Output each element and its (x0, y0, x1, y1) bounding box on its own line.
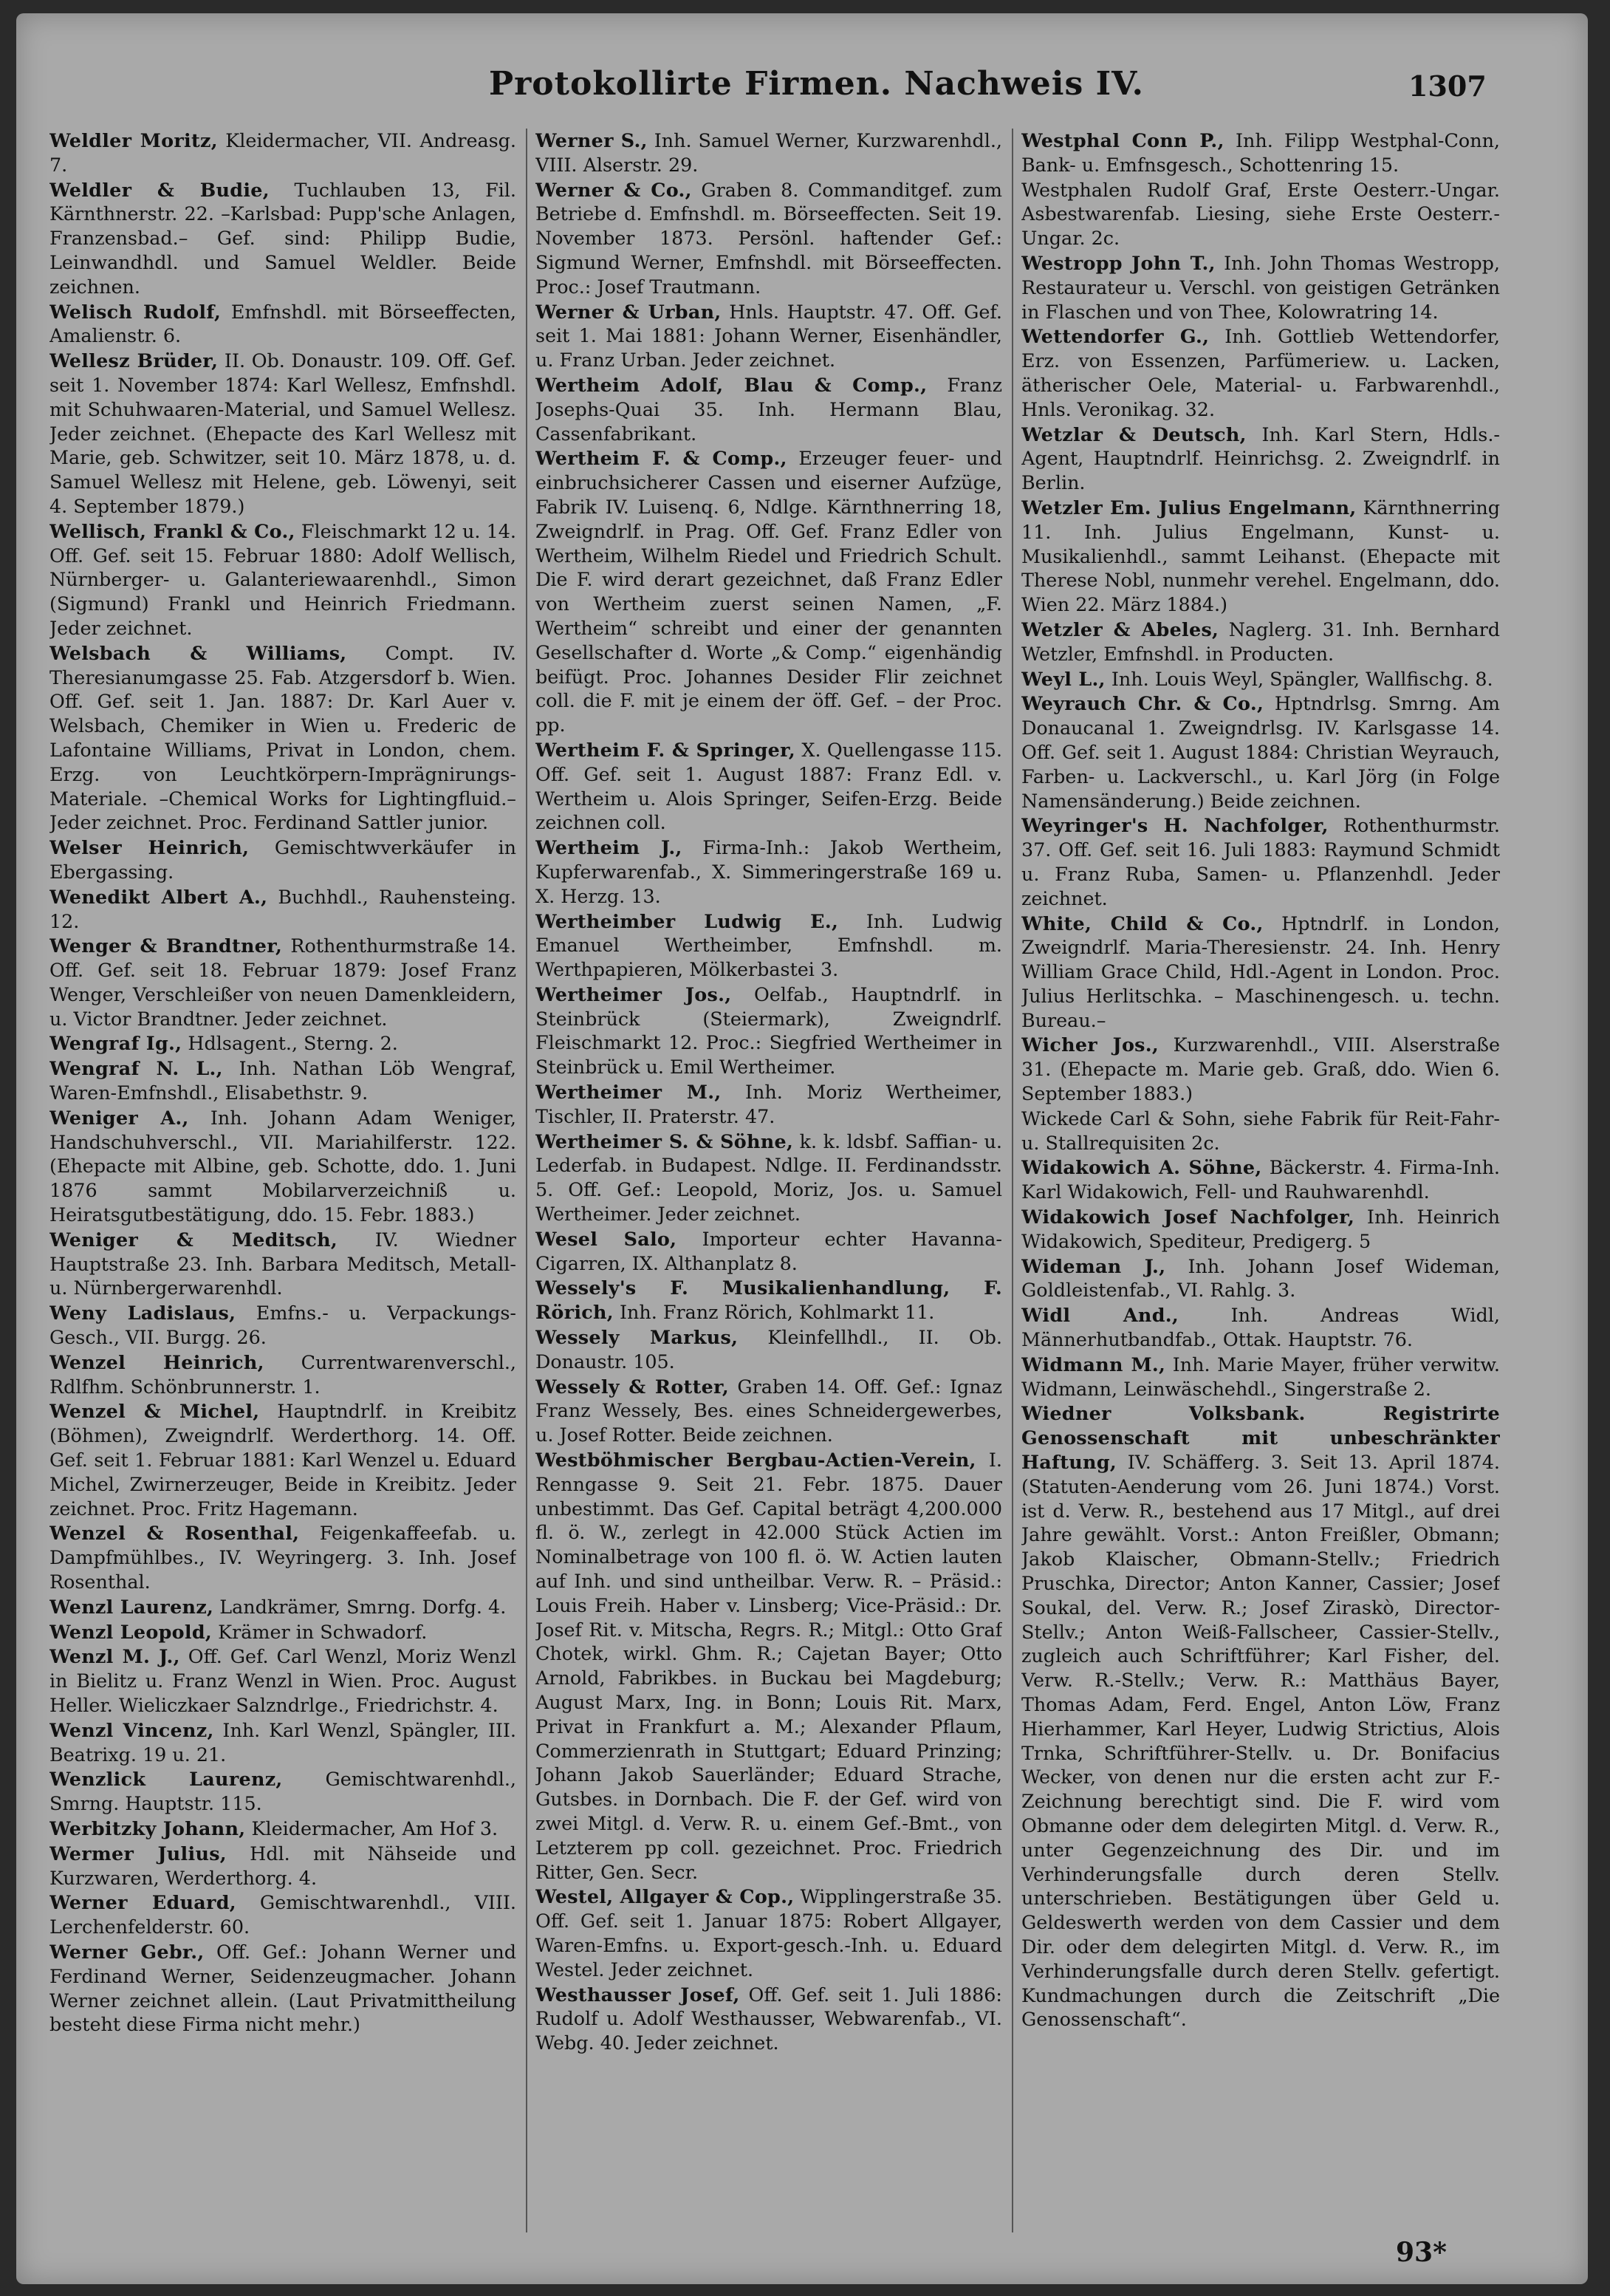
entry-details: Feigenkaffeefab. u. Dampfmühlbes., IV. Weyringerg. 3. Inh. Josef Rosenthal. (49, 1522, 516, 1593)
directory-entry (535, 1130, 1002, 1226)
firm-name: Wenzel Heinrich, (49, 1350, 264, 1373)
firm-name: Wertheim F. & Comp., (535, 447, 787, 470)
firm-name: Wideman J., (1021, 1254, 1166, 1277)
firm-name: Wicher Jos., (1021, 1033, 1159, 1056)
entry-details: Inh. Andreas Widl, Männerhutbandfab., Ottak. Hauptstr. 76. (1021, 1304, 1500, 1351)
directory-entry (535, 373, 1002, 445)
directory-entry (49, 885, 516, 934)
entry-details: Inh. Samuel Werner, Kurzwarenhdl., VIII. Alserstr. 29. (535, 129, 1002, 176)
directory-entry (535, 1375, 1002, 1447)
firm-name: Wenzel & Michel, (49, 1400, 260, 1423)
entry-details: IV. Wiedner Hauptstraße 23. Inh. Barbara Meditsch, Metall- u. Nürnbergerwarenhdl. (49, 1228, 516, 1299)
entry-details: Inh. Ludwig Emanuel Wertheimber, Emfnshdl. m. Werthpapieren, Mölkerbastei 3. (535, 909, 1002, 981)
entry-details: Kärnthnerring 11. Inh. Julius Engelmann, Kunst- u. Musikalienhdl., sammt Leihanst. (Ehepacte mit Therese Nobl, nunmehr verehel. Engelmann, ddo. Wien 22. März 1884.) (1021, 496, 1500, 616)
firm-name: Wenzl Laurenz, (49, 1595, 214, 1618)
firm-name: Wertheimer M., (535, 1081, 722, 1104)
directory-entry (49, 1228, 516, 1300)
directory-entry (535, 983, 1002, 1079)
firm-name: Werner Gebr., (49, 1940, 205, 1963)
entry-details: Hptndrlsg. Smrng. Am Donaucanal 1. Zweigndrlsg. IV. Karlsgasse 14. Off. Gef. seit 1. August 1884: Christian Weyrauch, Farben- u. Lackverschl., u. Karl Jörg (in Folge Namensänderung.) Beide zeichnen. (1021, 692, 1500, 812)
firm-name: Wenzl Vincenz, (49, 1718, 214, 1741)
entry-details: Inh. Karl Wenzl, Spängler, III. Beatrixg. 19 u. 21. (49, 1718, 516, 1766)
firm-name: Weyringer's H. Nachfolger, (1021, 814, 1329, 837)
firm-name: Weniger A., (49, 1106, 189, 1129)
firm-name: Westhausser Josef, (535, 1983, 740, 2006)
entry-details: Naglerg. 31. Inh. Bernhard Wetzler, Emfnshdl. in Producten. (1021, 618, 1500, 665)
column-rule (526, 129, 527, 2232)
entry-details: Hdlsagent., Sterng. 2. (182, 1032, 398, 1055)
directory-entry (49, 1595, 516, 1619)
directory-entry (49, 129, 516, 177)
entry-details: Kurzwarenhdl., VIII. Alserstraße 31. (Ehepacte m. Marie geb. Graß, ddo. Wien 6. September 1883.) (1021, 1033, 1500, 1105)
firm-name: Welisch Rudolf, (49, 300, 222, 323)
entry-details: Kleinfellhdl., II. Ob. Donaustr. 105. (535, 1326, 1002, 1373)
firm-name: Wenzel & Rosenthal, (49, 1522, 300, 1545)
firm-name: Weyl L., (1021, 667, 1106, 690)
column-2 (535, 129, 1002, 2232)
directory-entry (1021, 813, 1500, 910)
firm-name: Wesel Salo, (535, 1227, 677, 1250)
firm-name: Wessely & Rotter, (535, 1375, 730, 1398)
directory-entry (1021, 618, 1500, 666)
firm-name: Westel, Allgayer & Cop., (535, 1885, 795, 1908)
entry-details: Hptndrlf. in London, Zweigndrlf. Maria-Theresienstr. 24. Inh. Henry William Grace Child, Hdl.-Agent in London. Proc. Julius Herlitschka. – Maschinengesch. u. techn. Bureau.– (1021, 912, 1500, 1031)
directory-entry (49, 641, 516, 835)
directory-entry (49, 1890, 516, 1939)
directory-entry (49, 1767, 516, 1816)
firm-name: Wessely's F. Musikalienhandlung, F. Rörich, (535, 1277, 1002, 1324)
entry-details: Wipplingerstraße 35. Off. Gef. seit 1. Januar 1875: Robert Allgayer, Waren-Emfns. u. Export-gesch.-Inh. u. Eduard Westel. Jeder zeichnet. (535, 1885, 1002, 1981)
firm-name: Widakowich Josef Nachfolger, (1021, 1206, 1355, 1229)
entry-details: Inh. Franz Rörich, Kohlmarkt 11. (613, 1301, 935, 1324)
firm-name: Wenger & Brandtner, (49, 935, 283, 957)
entry-details: Inh. Nathan Löb Wengraf, Waren-Emfnshdl., Elisabethstr. 9. (49, 1057, 516, 1104)
entry-details: Kleidermacher, VII. Andreasg. 7. (49, 129, 516, 176)
directory-entry (1021, 1033, 1500, 1105)
firm-name: Wenzlick Laurenz, (49, 1768, 283, 1791)
directory-entry (49, 1301, 516, 1350)
entry-details: Hnls. Hauptstr. 47. Off. Gef. seit 1. Mai 1881: Johann Werner, Eisenhändler, u. Franz Urban. Jeder zeichnet. (535, 300, 1002, 372)
entry-details: Hauptndrlf. in Kreibitz (Böhmen), Zweigndrlf. Werderthorg. 14. Off. Gef. seit 1. Februar 1881: Karl Wenzel u. Eduard Michel, Zwirnerzeuger, Beide in Kreibitz. Jeder zeichnet. Proc. Fritz Hagemann. (49, 1400, 516, 1520)
entry-details: Inh. Marie Mayer, früher verwitw. Widmann, Leinwäschehdl., Singerstraße 2. (1021, 1353, 1500, 1400)
directory-entry (1021, 178, 1500, 250)
directory-entry (535, 1885, 1002, 1981)
directory-entry (535, 1276, 1002, 1325)
directory-entry (535, 446, 1002, 737)
entry-details: Firma-Inh.: Jakob Wertheim, Kupferwarenfab., X. Simmeringerstraße 169 u. X. Herzg. 13. (535, 836, 1002, 907)
firm-name: Weldler & Budie, (49, 178, 270, 201)
firm-name: Wertheim Adolf, Blau & Comp., (535, 373, 928, 396)
directory-entry (535, 300, 1002, 372)
firm-name: Werner Eduard, (49, 1891, 236, 1914)
firm-name: Westphal Conn P., (1021, 129, 1224, 151)
directory-entry (535, 1080, 1002, 1129)
entry-details: IV. Schäfferg. 3. Seit 13. April 1874. (Statuten-Aenderung vom 26. Juni 1874.) Vorst. ist d. Verw. R., bestehend aus 17 Mitgl., auf drei Jahre gewählt. Vorst.: Anton Freißler, Obmann; Jakob Klaischer, Obmann-Stellv.; Friedrich Pruschka, Director; Anton Kanner, Cassier; Josef Soukal, del. Verw. R.; Josef Ziraskò, Director-Stellv.; Anton Weiß-Fallscheer, Cassier-Stellv., zugleich auch Schriftführer; Karl Fisher, del. Verw. R.-Stellv.; Verw. R.: Matthäus Bayer, Thomas Adam, Ferd. Engel, Anton Löw, Franz Hierhammer, Karl Heyer, Ludwig Strictius, Alois Trnka, Schriftführer-Stellv. u. Dr. Bonifacius Wecker, von denen nur die ersten acht zur F.-Zeichnung berechtigt sind. Die F. wird vom Obmanne oder dem delegirten Mitgl. d. Verw. R., unter Gegenzeichnung des Dir. und im Verhinderungsfalle durch deren Stellv. unterschrieben. Bestätigungen über Geld u. Geldeswerth werden von dem Cassier und dem Dir. oder dem delegirten Mitgl. d. Verw. R., im Verhinderungsfalle durch deren Stellv. gefertigt. Kundmachungen durch die Zeitschrift „Die Genossenschaft“. (1021, 1451, 1500, 2031)
firm-name: Werner & Co., (535, 178, 692, 201)
entry-details: Inh. Heinrich Widakowich, Spediteur, Predigerg. 5 (1021, 1206, 1500, 1252)
directory-entry (49, 1842, 516, 1890)
firm-name: Westropp John T., (1021, 251, 1216, 274)
entry-details: k. k. ldsbf. Saffian- u. Lederfab. in Budapest. Ndlge. II. Ferdinandsstr. 5. Off. Gef.: Leopold, Moriz, Jos. u. Samuel Wertheimer. Jeder zeichnet. (535, 1130, 1002, 1226)
directory-entry (49, 1106, 516, 1227)
firm-name: Wetzler Em. Julius Engelmann, (1021, 496, 1357, 519)
entry-details: Off. Gef.: Johann Werner und Ferdinand Werner, Seidenzeugmacher. Johann Werner zeichnet allein. (Laut Privatmittheilung besteht diese Firma nicht mehr.) (49, 1940, 516, 2036)
directory-entry (1021, 1254, 1500, 1303)
directory-entry (535, 178, 1002, 299)
entry-details: Emfns.- u. Verpackungs-Gesch., VII. Burgg. 26. (49, 1302, 516, 1349)
directory-entry (1021, 691, 1500, 813)
entry-details: Kleidermacher, Am Hof 3. (245, 1817, 499, 1839)
directory-entry (1021, 129, 1500, 177)
firm-name: Welsbach & Williams, (49, 641, 347, 664)
directory-entry (49, 1056, 516, 1105)
firm-name: Weldler Moritz, (49, 129, 218, 151)
directory-entry (49, 1644, 516, 1717)
directory-entry (49, 1940, 516, 2037)
entry-details: I. Renngasse 9. Seit 21. Febr. 1875. Dauer unbestimmt. Das Gef. Capital beträgt 4,200.000 fl. ö. W., zerlegt in 42.000 Stück Actien im Nominalbetrage von 100 fl. ö. W. Actien lauten auf Inh. und sind untheilbar. Verw. R. – Präsid.: Louis Freih. Haber v. Linsberg; Vice-Präsid.: Dr. Josef Rit. v. Mitscha, Regrs. R.; Mitgl.: Otto Graf Chotek, wirkl. Ghm. R.; Cajetan Bayer; Otto Arnold, Fabrikbes. in Buckau bei Magdeburg; August Marx, Ing. in Bonn; Louis Rit. Marx, Privat in Frankfurt a. M.; Alexander Pflaum, Commerzienrath in Stuttgart; Eduard Prinzing; Johann Jakob Sauerländer; Eduard Strache, Gutsbes. in Dornbach. Die F. der Gef. wird von zwei Mitgl. d. Verw. R. u. einem Gef.-Bmt., von Letzterem pp coll. gezeichnet. Proc. Friedrich Ritter, Gen. Secr. (535, 1449, 1002, 1883)
directory-entry (1021, 496, 1500, 617)
directory-entry (49, 934, 516, 1031)
entry-details: Off. Gef. seit 1. Juli 1886: Rudolf u. Adolf Westhausser, Webwarenfab., VI. Webg. 40. Jeder zeichnet. (535, 1983, 1002, 2054)
firm-name: Wermer Julius, (49, 1842, 227, 1865)
entry-details: Inh. Filipp Westphal-Conn, Bank- u. Emfnsgesch., Schottenring 15. (1021, 129, 1500, 176)
entry-details: Buchhdl., Rauhensteing. 12. (49, 885, 516, 932)
firm-name: Werbitzky Johann, (49, 1817, 246, 1839)
directory-entry (535, 909, 1002, 982)
firm-name: Wengraf Ig., (49, 1032, 182, 1055)
entry-details: Rothenthurmstraße 14. Off. Gef. seit 18. Februar 1879: Josef Franz Wenger, Verschleißer von neuen Damenkleidern, u. Victor Brandtner. Jeder zeichnet. (49, 935, 516, 1030)
firm-name: Wellesz Brüder, (49, 349, 219, 372)
entry-details: Franz Josephs-Quai 35. Inh. Hermann Blau, Cassenfabrikant. (535, 373, 1002, 445)
directory-entry (49, 1031, 516, 1056)
firm-name: Wenzl M. J., (49, 1645, 180, 1668)
directory-entry (1021, 1303, 1500, 1352)
entry-details: Inh. Johann Josef Wideman, Goldleistenfab., VI. Rahlg. 3. (1021, 1254, 1500, 1302)
directory-entry (49, 1399, 516, 1520)
entry-details: Inh. John Thomas Westropp, Restaurateur u. Verschl. von geistigen Getränken in Flaschen und von Thee, Kolowratring 14. (1021, 251, 1500, 323)
entry-details: Erzeuger feuer- und einbruchsicherer Cassen und eiserner Aufzüge, Fabrik IV. Luisenq. 6, Ndlge. Kärnthnerring 18, Zweigndrlf. in Prag. Off. Gef. Franz Edler von Wertheim, Wilhelm Riedel und Friedrich Schult. Die F. wird derart gezeichnet, daß Franz Edler von Wertheim zuerst seinen Namen, „F. Wertheim“ schreibt und einer der genannten Gesellschafter d. Worte „& Comp.“ eigenhändig beifügt. Proc. Johannes Desider Flir zeichnet coll. die F. mit je einem der öff. Gef. – der Proc. pp. (535, 447, 1002, 737)
entry-details: Currentwarenverschl., Rdlfhm. Schönbrunnerstr. 1. (49, 1350, 516, 1398)
firm-name: Wengraf N. L., (49, 1057, 223, 1080)
directory-entry (535, 738, 1002, 835)
entry-details: Fleischmarkt 12 u. 14. Off. Gef. seit 15. Februar 1880: Adolf Wellisch, Nürnberger- u. Galanteriewaarenhdl., Simon (Sigmund) Frankl und Heinrich Friedmann. Jeder zeichnet. (49, 519, 516, 639)
firm-name: Widmann M., (1021, 1353, 1166, 1376)
directory-entry (1021, 1107, 1500, 1155)
firm-name: Wertheimber Ludwig E., (535, 909, 839, 932)
directory-entry (49, 519, 516, 640)
firm-name: Wertheim J., (535, 836, 682, 859)
firm-name: Widl And., (1021, 1304, 1179, 1327)
directory-entry (1021, 1155, 1500, 1204)
firm-name: Wessely Markus, (535, 1326, 739, 1349)
directory-entry (535, 836, 1002, 908)
firm-name: White, Child & Co., (1021, 912, 1264, 935)
firm-name: Wetzler & Abeles, (1021, 618, 1219, 640)
firm-name: Wertheimer Jos., (535, 983, 732, 1005)
entry-details: Bäckerstr. 4. Firma-Inh. Karl Widakowich, Fell- und Rauhwarenhdl. (1021, 1156, 1500, 1203)
directory-entry (49, 1817, 516, 1841)
entry-details: Wickede Carl & Sohn, siehe Fabrik für Reit-Fahr- u. Stallrequisiten 2c. (1021, 1107, 1500, 1154)
entry-details: Krämer in Schwadorf. (212, 1620, 428, 1643)
entry-details: Inh. Karl Stern, Hdls.-Agent, Hauptndrlf. Heinrichsg. 2. Zweigndrlf. in Berlin. (1021, 423, 1500, 494)
entry-details: Landkrämer, Smrng. Dorfg. 4. (213, 1595, 507, 1618)
directory-entry (49, 300, 516, 349)
column-3 (1021, 129, 1500, 2232)
entry-details: Off. Gef. Carl Wenzl, Moriz Wenzl in Bielitz u. Franz Wenzl in Wien. Proc. August Heller. Wieliczkaer Salzndrlge., Friedrichstr. 4. (49, 1645, 516, 1716)
firm-name: Wenzl Leopold, (49, 1620, 213, 1643)
directory-entry (1021, 912, 1500, 1033)
entry-details: II. Ob. Donaustr. 109. Off. Gef. seit 1. November 1874: Karl Wellesz, Emfnshdl. mit Schuhwaaren-Material, und Samuel Wellesz. Jeder zeichnet. (Ehepacte des Karl Wellesz mit Marie, geb. Schwitzer, seit 10. März 1878, u. d. Samuel Wellesz mit Helene, geb. Löwenyi, seit 4. September 1879.) (49, 349, 516, 517)
directory-entry (1021, 1353, 1500, 1401)
firm-name: Wetzlar & Deutsch, (1021, 423, 1247, 445)
entry-details: Hdl. mit Nähseide und Kurzwaren, Werderthorg. 4. (49, 1842, 516, 1889)
firm-name: Werner & Urban, (535, 300, 722, 323)
firm-name: Wiedner Volksbank. Registrirte Genossenschaft mit unbeschränkter Haftung, (1021, 1402, 1500, 1474)
firm-name: Westböhmischer Bergbau-Actien-Verein, (535, 1449, 976, 1472)
firm-name: Wenedikt Albert A., (49, 885, 268, 908)
directory-entry (49, 836, 516, 884)
column-rule (1012, 129, 1013, 2232)
firm-name: Wertheim F. & Springer, (535, 738, 796, 761)
directory-entry (1021, 1205, 1500, 1254)
firm-name: Weniger & Meditsch, (49, 1228, 338, 1251)
entry-details: Compt. IV. Theresianumgasse 25. Fab. Atzgersdorf b. Wien. Off. Gef. seit 1. Jan. 1887: Dr. Karl Auer v. Welsbach, Chemiker in Wien u. Frederic de Lafontaine Williams, Privat in London, chem. Erzg. von Leuchtkörpern-Imprägnirungs-Materiale. –Chemical Works for Lightingfluid.– Jeder zeichnet. Proc. Ferdinand Sattler junior. (49, 641, 516, 834)
page-header (16, 65, 1493, 124)
entry-details: Inh. Louis Weyl, Spängler, Wallfischg. 8. (1105, 667, 1493, 690)
entry-details: Tuchlauben 13, Fil. Kärnthnerstr. 22. –Karlsbad: Pupp'sche Anlagen, Franzensbad.– Gef. sind: Philipp Budie, Leinwandhdl. und Samuel Weldler. Beide zeichnen. (49, 178, 516, 298)
entry-details: Importeur echter Havanna-Cigarren, IX. Althanplatz 8. (535, 1227, 1002, 1274)
firm-name: Welser Heinrich, (49, 836, 250, 859)
entry-details: Gemischtwarenhdl., VIII. Lerchenfelderstr. 60. (49, 1891, 516, 1938)
entry-details: Inh. Moriz Wertheimer, Tischler, II. Praterstr. 47. (535, 1081, 1002, 1127)
directory-page (16, 13, 1588, 2284)
entry-details: Inh. Johann Adam Weniger, Handschuhverschl., VII. Mariahilferstr. 122. (Ehepacte mit Albine, geb. Schotte, ddo. 1. Juni 1876 sammt Mobilarverzeichniß u. Heiratsgutbestätigung, ddo. 15. Febr. 1883.) (49, 1106, 516, 1226)
directory-entry (535, 1227, 1002, 1276)
entry-details: Inh. Gottlieb Wettendorfer, Erz. von Essenzen, Parfümeriew. u. Lacken, ätherischer Oele, Material- u. Farbwarenhdl., Hnls. Veronikag. 32. (1021, 325, 1500, 420)
page-number: 1307 (1408, 69, 1487, 103)
directory-entry (49, 1620, 516, 1644)
firm-name: Widakowich A. Söhne, (1021, 1156, 1262, 1179)
entry-details: Gemischtwverkäufer in Ebergassing. (49, 836, 516, 883)
directory-entry (49, 178, 516, 299)
firm-name: Wettendorfer G., (1021, 325, 1210, 348)
sheet-signature: 93* (1396, 2237, 1447, 2268)
firm-name: Werner S., (535, 129, 648, 151)
entry-details: Emfnshdl. mit Börseeffecten, Amalienstr. 6. (49, 300, 516, 347)
entry-details: X. Quellengasse 115. Off. Gef. seit 1. August 1887: Franz Edl. v. Wertheim u. Alois Springer, Seifen-Erzg. Beide zeichnen coll. (535, 738, 1002, 834)
directory-entry (535, 129, 1002, 177)
column-1 (49, 129, 516, 2232)
directory-entry (1021, 251, 1500, 324)
entry-details: Graben 14. Off. Gef.: Ignaz Franz Wessely, Bes. eines Schneidergewerbes, u. Josef Rotter. Beide zeichnen. (535, 1375, 1002, 1446)
directory-entry (1021, 667, 1500, 691)
entry-details: Gemischtwarenhdl., Smrng. Hauptstr. 115. (49, 1768, 516, 1815)
firm-name: Weyrauch Chr. & Co., (1021, 692, 1264, 715)
directory-entry (1021, 1401, 1500, 2032)
entry-details: Oelfab., Hauptndrlf. in Steinbrück (Steiermark), Zweigndrlf. Fleischmarkt 12. Proc.: Siegfried Wertheimer in Steinbrück u. Emil Wertheimer. (535, 983, 1002, 1079)
entry-details: Westphalen Rudolf Graf, Erste Oesterr.-Ungar. Asbestwarenfab. Liesing, siehe Erste Oesterr.-Ungar. 2c. (1021, 178, 1500, 250)
entry-details: Rothenthurmstr. 37. Off. Gef. seit 16. Juli 1883: Raymund Schmidt u. Franz Ruba, Samen- u. Pflanzenhdl. Jeder zeichnet. (1021, 814, 1500, 909)
firm-name: Weny Ladislaus, (49, 1302, 236, 1325)
directory-entry (49, 1718, 516, 1767)
directory-entry (1021, 324, 1500, 421)
firm-name: Wertheimer S. & Söhne, (535, 1130, 794, 1152)
directory-entry (535, 1325, 1002, 1374)
directory-entry (49, 1350, 516, 1399)
directory-entry (535, 1448, 1002, 1884)
directory-entry (49, 1521, 516, 1593)
firm-name: Wellisch, Frankl & Co., (49, 519, 295, 542)
entry-details: Graben 8. Commanditgef. zum Betriebe d. Emfnshdl. m. Börseeffecten. Seit 19. November 1873. Persönl. haftender Gef.: Sigmund Werner, Emfnshdl. mit Börseeffecten. Proc.: Josef Trautmann. (535, 178, 1002, 298)
directory-entry (49, 349, 516, 519)
running-title: Protokollirte Firmen. Nachweis IV. (489, 65, 1144, 103)
directory-entry (535, 1983, 1002, 2055)
directory-entry (1021, 423, 1500, 495)
